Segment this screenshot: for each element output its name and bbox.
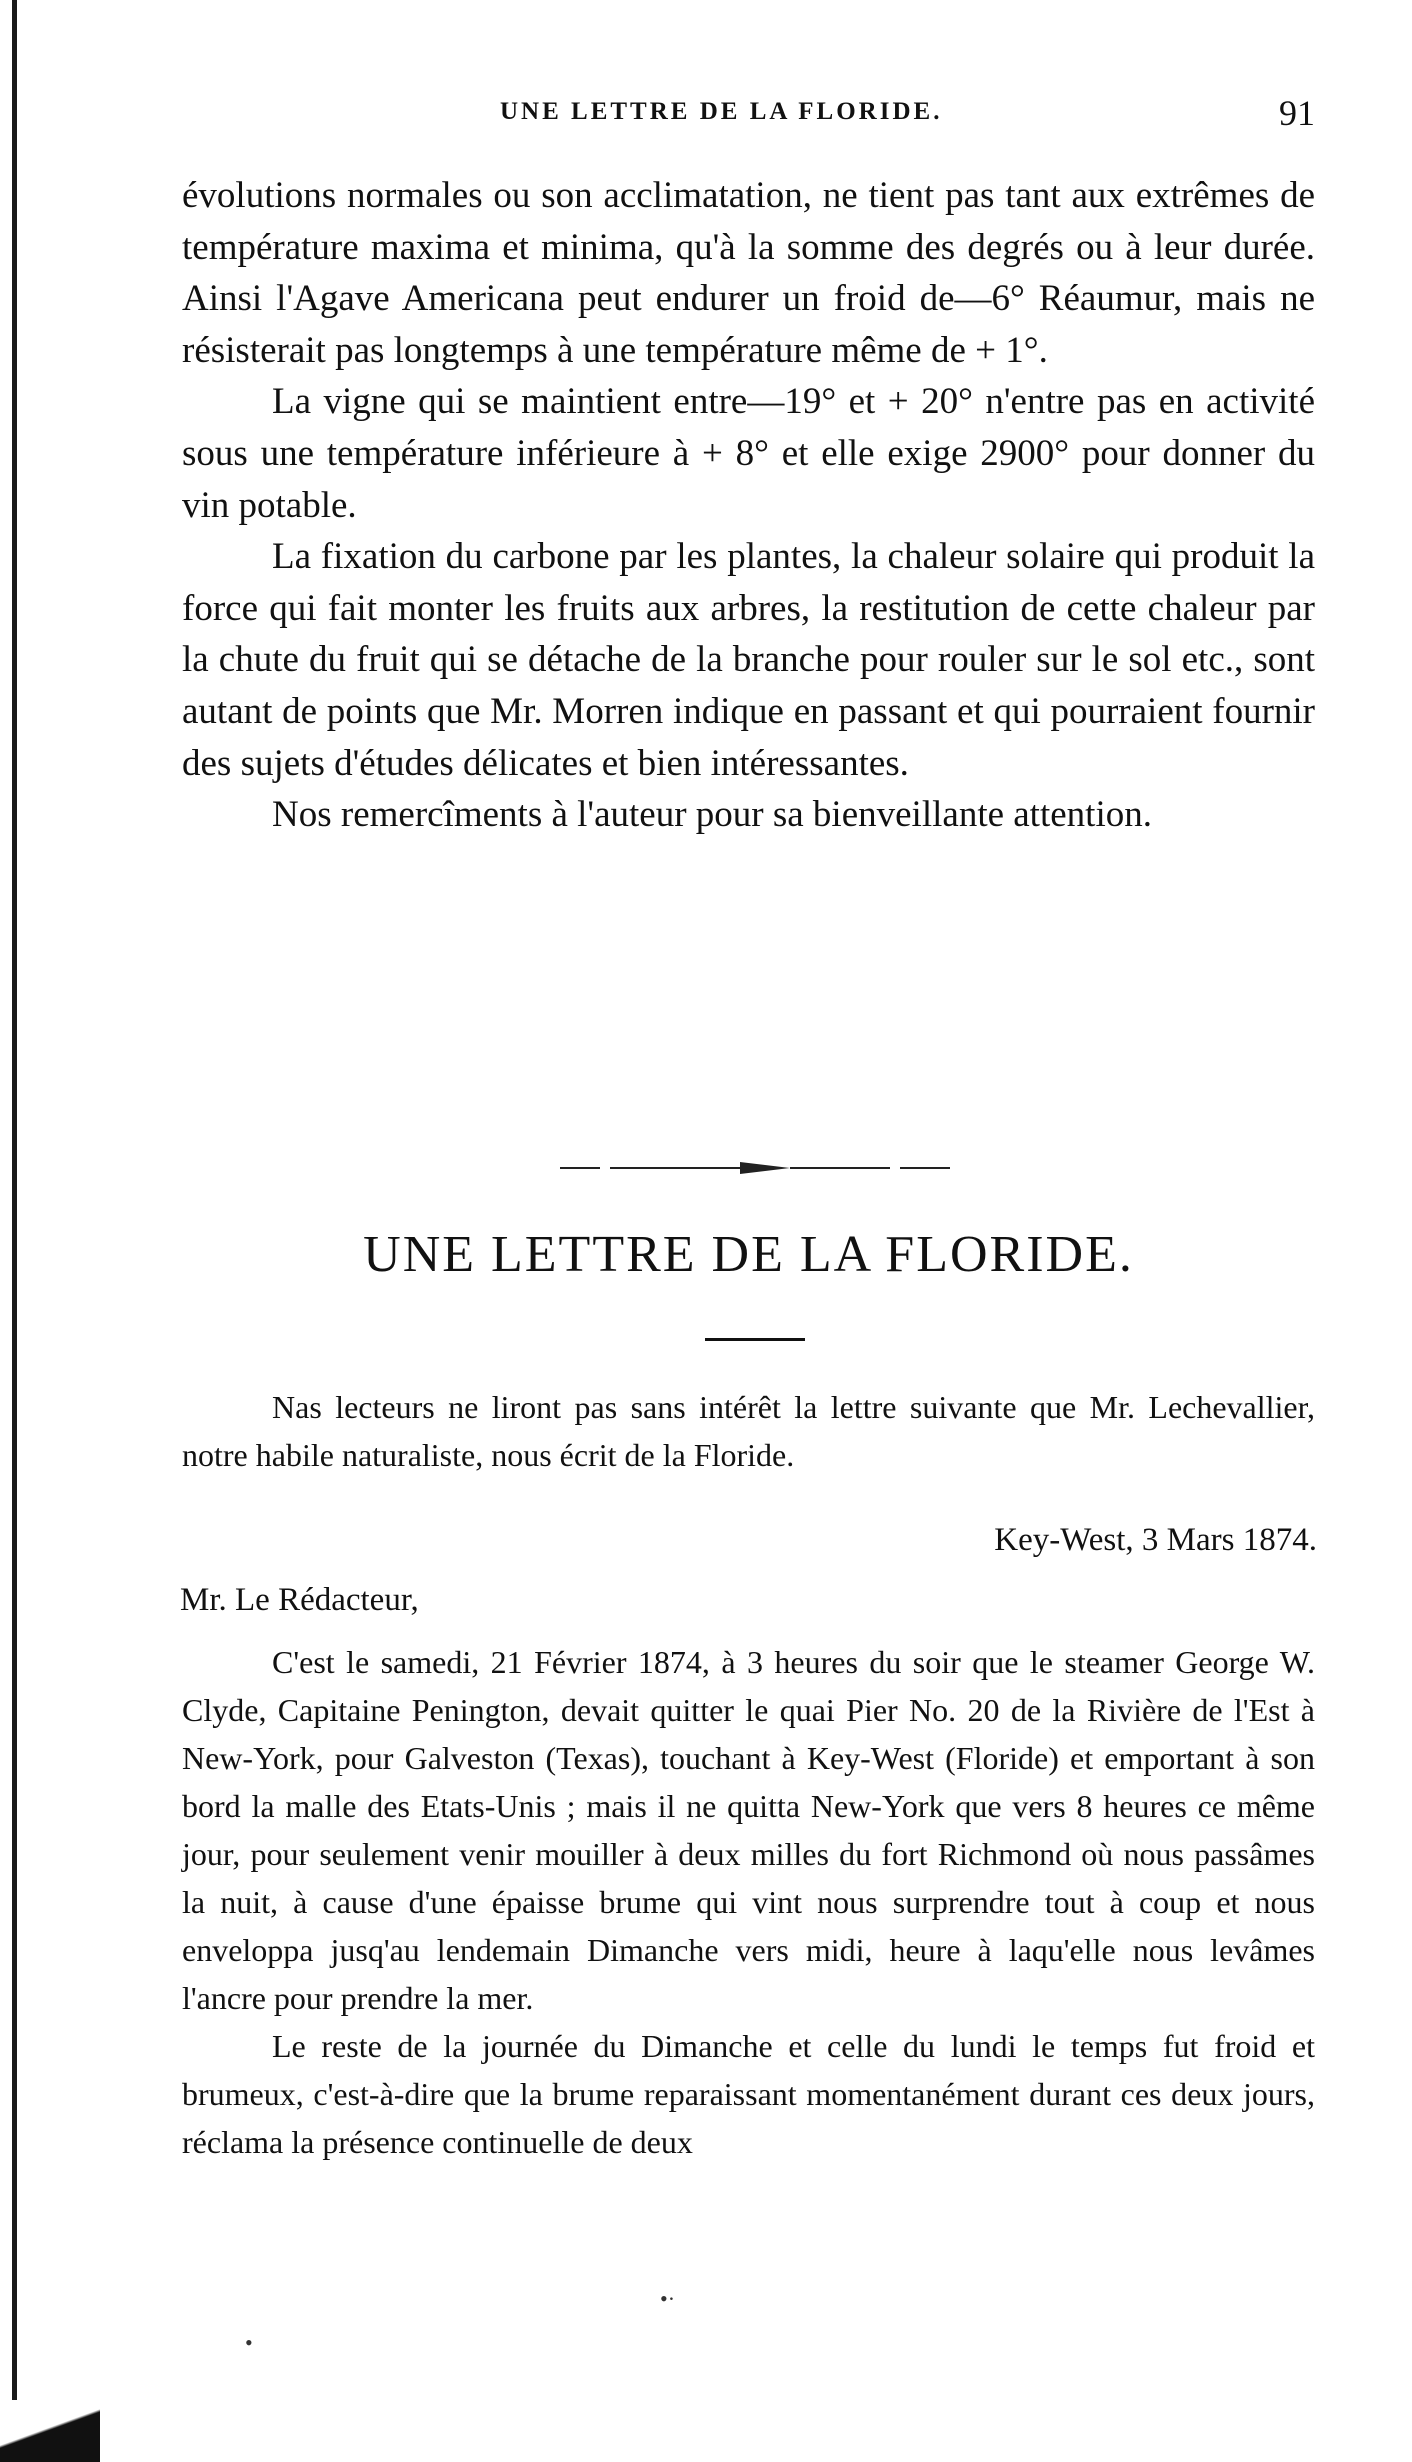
- letter-salutation: Mr. Le Rédacteur,: [180, 1582, 419, 1618]
- article-title: UNE LETTRE DE LA FLORIDE.: [363, 1226, 1134, 1283]
- paragraph: La vigne qui se maintient entre—19° et + 20° n'entre pas en activité sous une température inférieure à + 8° et elle exige 2900° pour donner du vin potable.: [182, 381, 1315, 526]
- printer-mark: •·: [660, 2286, 676, 2311]
- page-binding-edge: [12, 0, 17, 2400]
- paragraph: La fixation du carbone par les plantes, la chaleur solaire qui produit la force qui fait monter les fruits aux arbres, la restitution de cette chaleur par la chute du fruit qui se détache de la branche pour rouler sur le sol etc., sont autant de points que Mr. Morren indique en passant et qui pourraient fournir des sujets d'études délicates et bien intéressantes.: [182, 536, 1315, 784]
- running-title: UNE LETTRE DE LA FLORIDE.: [500, 98, 943, 125]
- article-intro: [182, 1383, 1315, 1479]
- running-head: [180, 93, 1315, 148]
- letter-dateline: Key-West, 3 Mars 1874.: [994, 1522, 1317, 1558]
- printer-mark: •: [245, 2330, 253, 2355]
- paragraph: Nos remercîments à l'auteur pour sa bienveillante attention.: [272, 794, 1152, 836]
- section-divider-ornament: [560, 1160, 950, 1176]
- letter-body: [182, 1638, 1315, 2166]
- paragraph: C'est le samedi, 21 Février 1874, à 3 heures du soir que le steamer George W. Clyde, Capitaine Penington, devait quitter le quai Pier No. 20 de la Rivière de l'Est à New-York, pour Galveston (Texas), touchant à Key-West (Floride) et emportant à son bord la malle des Etats-Unis ; mais il ne quitta New-York que vers 8 heures ce même jour, pour seulement venir mouiller à deux milles du fort Richmond où nous passâmes la nuit, à cause d'une épaisse brume qui vint nous surprendre tout à coup et nous enveloppa jusq'au lendemain Dimanche vers midi, heure à laqu'elle nous levâmes l'ancre pour prendre la mer.: [182, 1644, 1315, 2016]
- title-rule: [705, 1338, 805, 1341]
- page-corner-shadow: [0, 2402, 100, 2462]
- paragraph: évolutions normales ou son acclimatation, ne tient pas tant aux extrêmes de température maxima et minima, qu'à la somme des degrés ou à leur durée. Ainsi l'Agave Americana peut endurer un froid de—6° Réaumur, mais ne résisterait pas longtemps à une température même de + 1°.: [182, 175, 1315, 371]
- paragraph: Le reste de la journée du Dimanche et celle du lundi le temps fut froid et brumeux, c'est-à-dire que la brume reparaissant momentanément durant ces deux jours, réclama la présence continuelle de deux: [182, 2028, 1315, 2160]
- intro-paragraph: Nas lecteurs ne liront pas sans intérêt la lettre suivante que Mr. Lechevallier, notre habile naturaliste, nous écrit de la Floride.: [182, 1389, 1315, 1473]
- previous-article-body: [182, 170, 1315, 841]
- page-number: 91: [1279, 93, 1315, 133]
